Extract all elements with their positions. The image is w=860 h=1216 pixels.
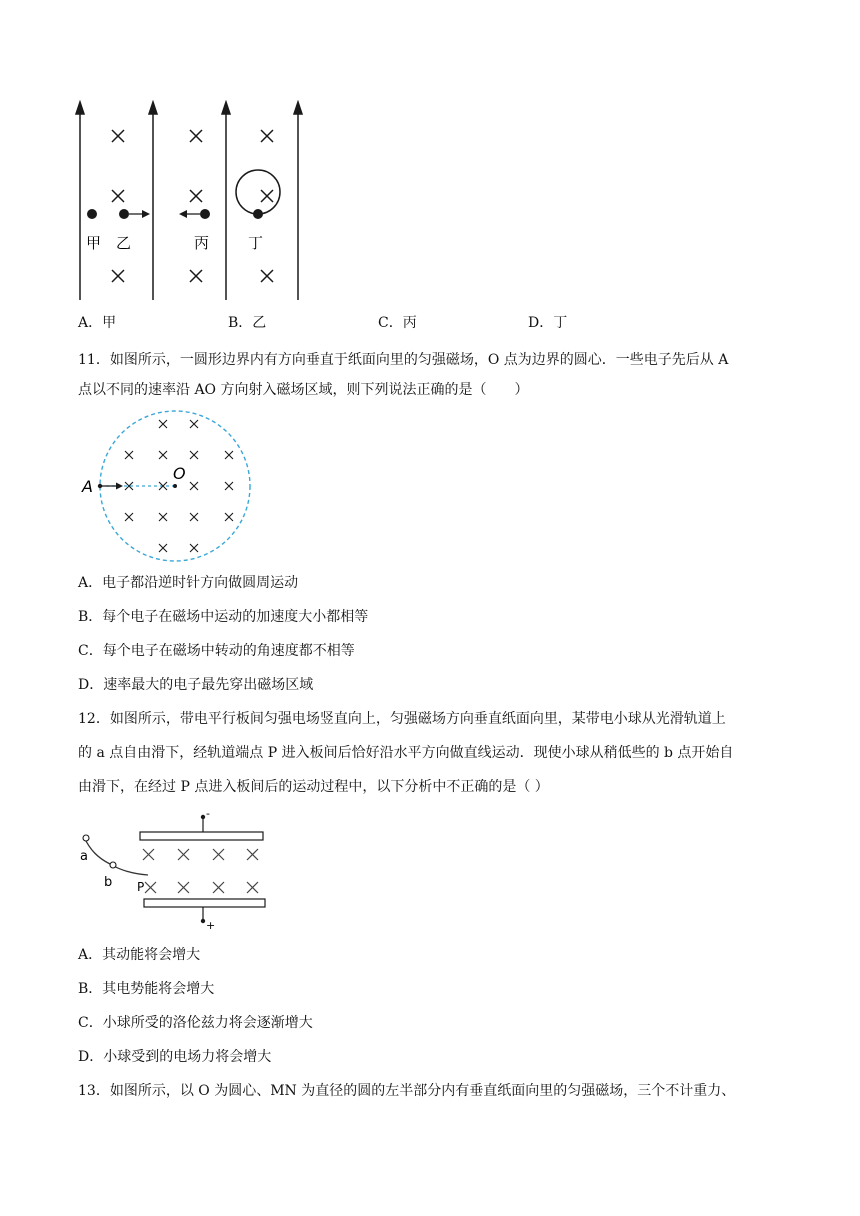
q10-figure [70, 100, 310, 305]
q12-option-b[interactable]: B．其电势能将会增大 [78, 981, 215, 997]
point-O [173, 484, 177, 488]
label-b: b [104, 875, 113, 890]
q10-option-d[interactable]: D．丁 [528, 315, 568, 331]
track [84, 837, 148, 875]
q11-stem-line2: 点以不同的速率沿 AO 方向射入磁场区域，则下列说法正确的是（ ） [78, 382, 529, 398]
velocity-arrow [100, 483, 123, 490]
q10-option-c[interactable]: C．丙 [378, 315, 417, 331]
label-jia: 甲 [86, 234, 102, 252]
field-lines [76, 102, 302, 300]
cross-marks [125, 420, 233, 552]
label-yi: 乙 [116, 234, 132, 252]
q12-option-c[interactable]: C．小球所受的洛伦兹力将会逐渐增大 [78, 1015, 313, 1031]
cross-marks [112, 130, 273, 282]
q11-option-c[interactable]: C．每个电子在磁场中转动的角速度都不相等 [78, 643, 355, 659]
label-bing: 丙 [194, 234, 210, 252]
label-P: P [137, 880, 145, 894]
q12-stem-line2: 的 a 点自由滑下，经轨道端点 P 进入板间后恰好沿水平方向做直线运动．现使小球从稍低些的 b 点开始自 [78, 745, 734, 761]
ball-a [83, 835, 89, 841]
q11-option-d[interactable]: D．速率最大的电子最先穿出磁场区域 [78, 677, 314, 693]
ball-yi [119, 209, 150, 219]
ball-bing [179, 209, 210, 219]
label-a: a [80, 849, 88, 864]
q12-option-d[interactable]: D．小球受到的电场力将会增大 [78, 1049, 272, 1065]
label-ding: 丁 [248, 234, 264, 252]
upper-plate [140, 808, 263, 840]
q13-stem-line1: 13．如图所示，以 O 为圆心、MN 为直径的圆的左半部分内有垂直纸面向里的匀强磁场，三个不计重力、 [78, 1083, 736, 1099]
q11-figure [80, 410, 260, 565]
ball-jia [87, 209, 97, 219]
q12-stem-line1: 12．如图所示，带电平行板间匀强电场竖直向上，匀强磁场方向垂直纸面向里，某带电小球从光滑轨道上 [78, 711, 726, 727]
ball-ding [236, 170, 280, 219]
q10-option-a[interactable]: A．甲 [78, 315, 117, 331]
q11-option-b[interactable]: B．每个电子在磁场中运动的加速度大小都相等 [78, 609, 369, 625]
q11-option-a[interactable]: A．电子都沿逆时针方向做圆周运动 [78, 575, 299, 591]
cross-marks [143, 849, 258, 893]
q12-figure [76, 808, 272, 930]
lower-plate [144, 899, 265, 930]
label-A: A [82, 477, 93, 496]
q11-stem-line1: 11．如图所示，一圆形边界内有方向垂直于纸面向里的匀强磁场，O 点为边界的圆心．一些电子先后从 A [78, 352, 729, 368]
q12-stem-line3: 由滑下，在经过 P 点进入板间后的运动过程中，以下分析中不正确的是（ ） [78, 779, 549, 795]
ball-b [110, 862, 116, 868]
label-plus: + [206, 919, 216, 930]
q12-option-a[interactable]: A．其动能将会增大 [78, 947, 201, 963]
label-minus: - [206, 808, 210, 820]
label-O: O [173, 464, 186, 483]
q10-option-b[interactable]: B．乙 [228, 315, 267, 331]
